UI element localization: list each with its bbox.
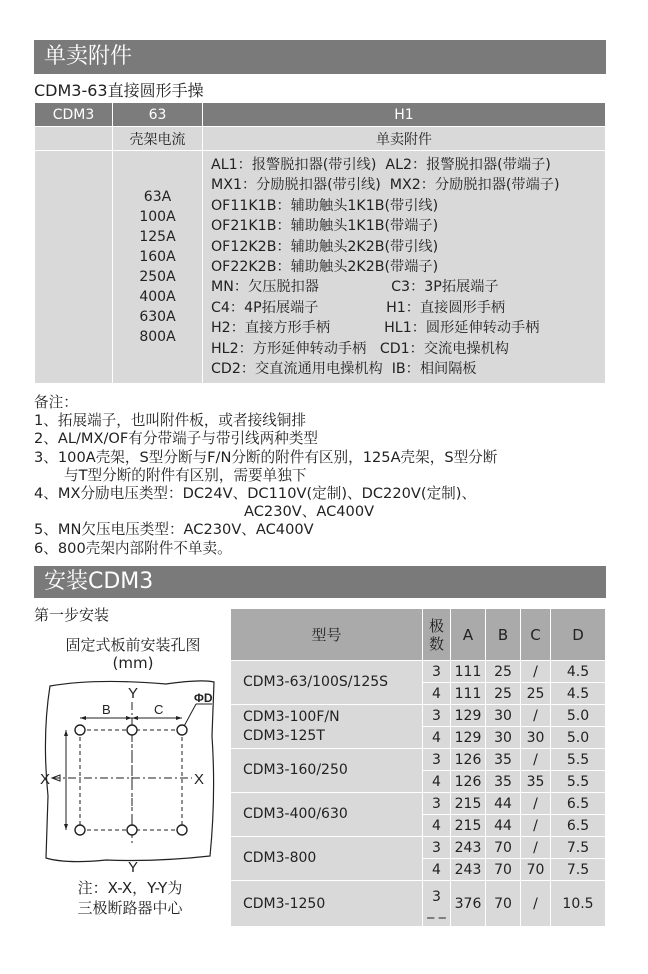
note-line: AC230V、AC400V xyxy=(244,503,375,521)
table-cell: 5.0 xyxy=(551,705,606,727)
table-header-row xyxy=(231,609,606,661)
amp-value: 63A xyxy=(143,189,172,206)
note-line: 5、MN欠压电压类型：AC230V、AC400V xyxy=(34,521,314,539)
table-cell: / xyxy=(521,793,551,815)
table-cell: 6.5 xyxy=(551,815,606,837)
table-cell: 35 xyxy=(521,771,551,793)
accessory-line: OF12K2B：辅助触头2K2B(带引线) xyxy=(211,238,439,255)
table-cell: 25 xyxy=(486,661,521,683)
accessory-line: MX1：分励脱扣器(带引线) MX2：分励脱扣器(带端子) xyxy=(211,177,560,194)
dim-b: B xyxy=(102,702,111,717)
frame-current-list xyxy=(113,151,203,384)
table-cell: 3 xyxy=(423,749,451,771)
accessory-line: H2：直接方形手柄 HL1：圆形延伸转动手柄 xyxy=(211,320,540,337)
table-row xyxy=(231,793,606,815)
table-cell: 215 xyxy=(451,815,486,837)
amp-value: 250A xyxy=(139,269,176,286)
diagram-unit: (mm) xyxy=(112,654,154,672)
accessory-line: OF11K1B：辅助触头1K1B(带引线) xyxy=(211,197,439,214)
table-cell: 3 xyxy=(423,837,451,859)
diagram-note-line: 三极断路器中心 xyxy=(77,899,183,917)
header-b: B xyxy=(486,609,521,661)
table-cell: 63 xyxy=(113,103,203,127)
table-cell: 7.5 xyxy=(551,837,606,859)
table-row xyxy=(231,749,606,771)
table-cell: 126 xyxy=(451,749,486,771)
section-title-accessories: 单卖附件 xyxy=(34,40,606,74)
note-line: 2、AL/MX/OF有分带端子与带引线两种类型 xyxy=(34,430,319,448)
amp-value: 630A xyxy=(139,309,176,326)
model-cell xyxy=(231,661,423,705)
table-cell: 3 xyxy=(423,661,451,683)
model-name: CDM3-1250 xyxy=(231,881,423,927)
table-row xyxy=(231,881,606,927)
note-line: 6、800壳架内部附件不单卖。 xyxy=(34,539,232,557)
table-cell: 30 xyxy=(486,727,521,749)
accessory-line: AL1：报警脱扣器(带引线) AL2：报警脱扣器(带端子) xyxy=(211,157,551,173)
table-cell: 243 xyxy=(451,859,486,881)
table-cell: 70 xyxy=(486,837,521,859)
note-line: 3、100A壳架，S型分断与F/N分断的附件有区别，125A壳架，S型分断 xyxy=(34,448,498,466)
install-step: 第一步安装 xyxy=(34,606,110,624)
amp-value: 100A xyxy=(139,209,176,226)
axis-y-top: Y xyxy=(128,685,139,702)
table-cell: H1 xyxy=(203,103,606,127)
table-row xyxy=(231,705,606,727)
table-cell: 3 xyxy=(423,705,451,727)
model-cell xyxy=(231,749,423,793)
amp-value: 400A xyxy=(139,289,176,306)
table-cell: 111 xyxy=(451,683,486,705)
table-cell: 129 xyxy=(451,705,486,727)
table-row xyxy=(35,151,606,384)
amp-value: 125A xyxy=(139,229,176,246)
axis-x-right: X xyxy=(194,771,205,788)
table-cell: 5.5 xyxy=(551,771,606,793)
table-cell: 壳架电流 xyxy=(113,127,203,151)
table-row xyxy=(231,661,606,683)
accessories-table xyxy=(34,102,606,384)
model-name: CDM3-125T xyxy=(243,727,325,744)
table-cell: 6.5 xyxy=(551,793,606,815)
model-name: CDM3-100F/N xyxy=(243,708,340,725)
note-line: 4、MX分励电压类型：DC24V、DC110V(定制)、DC220V(定制)、 xyxy=(34,485,477,503)
table-cell: / xyxy=(521,661,551,683)
table-cell: 35 xyxy=(486,749,521,771)
table-row xyxy=(35,103,606,127)
section-title-install: 安装CDM3 xyxy=(34,566,606,598)
dim-c: C xyxy=(154,702,164,717)
table-cell: 126 xyxy=(451,771,486,793)
note-line: 与T型分断的附件有区别，需要单独下 xyxy=(64,466,307,484)
table-cell: 4 xyxy=(423,683,451,705)
table-cell: / xyxy=(521,815,551,837)
header-d: D xyxy=(551,609,606,661)
table-cell: / xyxy=(521,881,551,927)
diagram-caption xyxy=(38,636,228,672)
model-name: CDM3-63/100S/125S xyxy=(243,674,389,690)
header-model: 型号 xyxy=(231,609,423,661)
model-name: CDM3-160/250 xyxy=(243,762,348,778)
table-cell: 44 xyxy=(486,815,521,837)
table-cell: 243 xyxy=(451,837,486,859)
table-cell: 70 xyxy=(486,881,521,927)
diagram-note xyxy=(40,878,220,918)
amp-value: 160A xyxy=(139,249,176,266)
table-cell: 单卖附件 xyxy=(203,127,606,151)
header-poles-text: 极数 xyxy=(428,616,444,653)
table-cell: 30 xyxy=(521,727,551,749)
table-cell: 5.5 xyxy=(551,749,606,771)
accessory-line: CD2：交直流通用电操机构 IB：相间隔板 xyxy=(211,361,477,378)
table-cell: 215 xyxy=(451,793,486,815)
dimension-table xyxy=(230,608,606,927)
table-cell: 25 xyxy=(521,683,551,705)
table-cell: 376 xyxy=(451,881,486,927)
dim-d: ΦD xyxy=(194,691,213,705)
table-cell: / xyxy=(521,749,551,771)
table-cell: 70 xyxy=(521,859,551,881)
table-cell: 30 xyxy=(486,705,521,727)
mounting-hole-diagram xyxy=(36,676,226,876)
diagram-caption-line: 固定式板前安装孔图 xyxy=(65,636,201,654)
table-row xyxy=(231,837,606,859)
table-cell xyxy=(35,127,113,151)
table-cell: CDM3 xyxy=(35,103,113,127)
table-cell: 10.5 xyxy=(551,881,606,927)
model-name: CDM3-400/630 xyxy=(243,806,348,822)
table-cell: 3 xyxy=(423,793,451,815)
header-c: C xyxy=(521,609,551,661)
accessory-line: HL2：方形延伸转动手柄 CD1：交流电操机构 xyxy=(211,340,509,357)
table-cell: 70 xyxy=(486,859,521,881)
table-cell xyxy=(423,881,451,927)
table-cell: 4.5 xyxy=(551,661,606,683)
table-cell: 25 xyxy=(486,683,521,705)
table-cell: 7.5 xyxy=(551,859,606,881)
header-poles xyxy=(423,609,451,661)
table-cell: 35 xyxy=(486,771,521,793)
table-cell: 4 xyxy=(423,727,451,749)
diagram-note-line: 注：X-X，Y-Y为 xyxy=(77,879,183,897)
accessory-line: MN：欠压脱扣器 C3：3P拓展端子 xyxy=(211,279,499,296)
model-cell xyxy=(231,793,423,837)
axis-y-bottom: Y xyxy=(128,859,139,876)
axis-x-left: X xyxy=(40,771,51,788)
accessory-line: C4：4P拓展端子 H1：直接圆形手柄 xyxy=(211,299,506,316)
pole-value: 3 xyxy=(432,888,441,905)
accessory-list xyxy=(203,151,606,384)
table-cell: 4 xyxy=(423,771,451,793)
table-cell: 4 xyxy=(423,859,451,881)
model-name: CDM3-800 xyxy=(243,850,317,866)
table-cell: 4 xyxy=(423,815,451,837)
table-cell: / xyxy=(521,705,551,727)
subtitle: CDM3-63直接圆形手操 xyxy=(34,81,204,100)
note-line: 1、拓展端子，也叫附件板，或者接线铜排 xyxy=(34,412,306,430)
table-cell xyxy=(35,151,113,384)
notes xyxy=(34,394,634,558)
amp-value: 800A xyxy=(139,329,176,346)
table-cell: / xyxy=(521,837,551,859)
header-a: A xyxy=(451,609,486,661)
table-row xyxy=(35,127,606,151)
pole-dash: _ _ xyxy=(427,902,446,919)
table-cell: 4.5 xyxy=(551,683,606,705)
table-cell: 5.0 xyxy=(551,727,606,749)
table-cell: 44 xyxy=(486,793,521,815)
accessory-line: OF22K2B：辅助触头2K2B(带端子) xyxy=(211,259,439,276)
table-cell: 129 xyxy=(451,727,486,749)
notes-heading: 备注： xyxy=(34,394,78,411)
model-cell xyxy=(231,837,423,881)
accessory-line: OF21K1B：辅助触头1K1B(带端子) xyxy=(211,218,439,235)
table-cell: 111 xyxy=(451,661,486,683)
model-cell xyxy=(231,705,423,749)
